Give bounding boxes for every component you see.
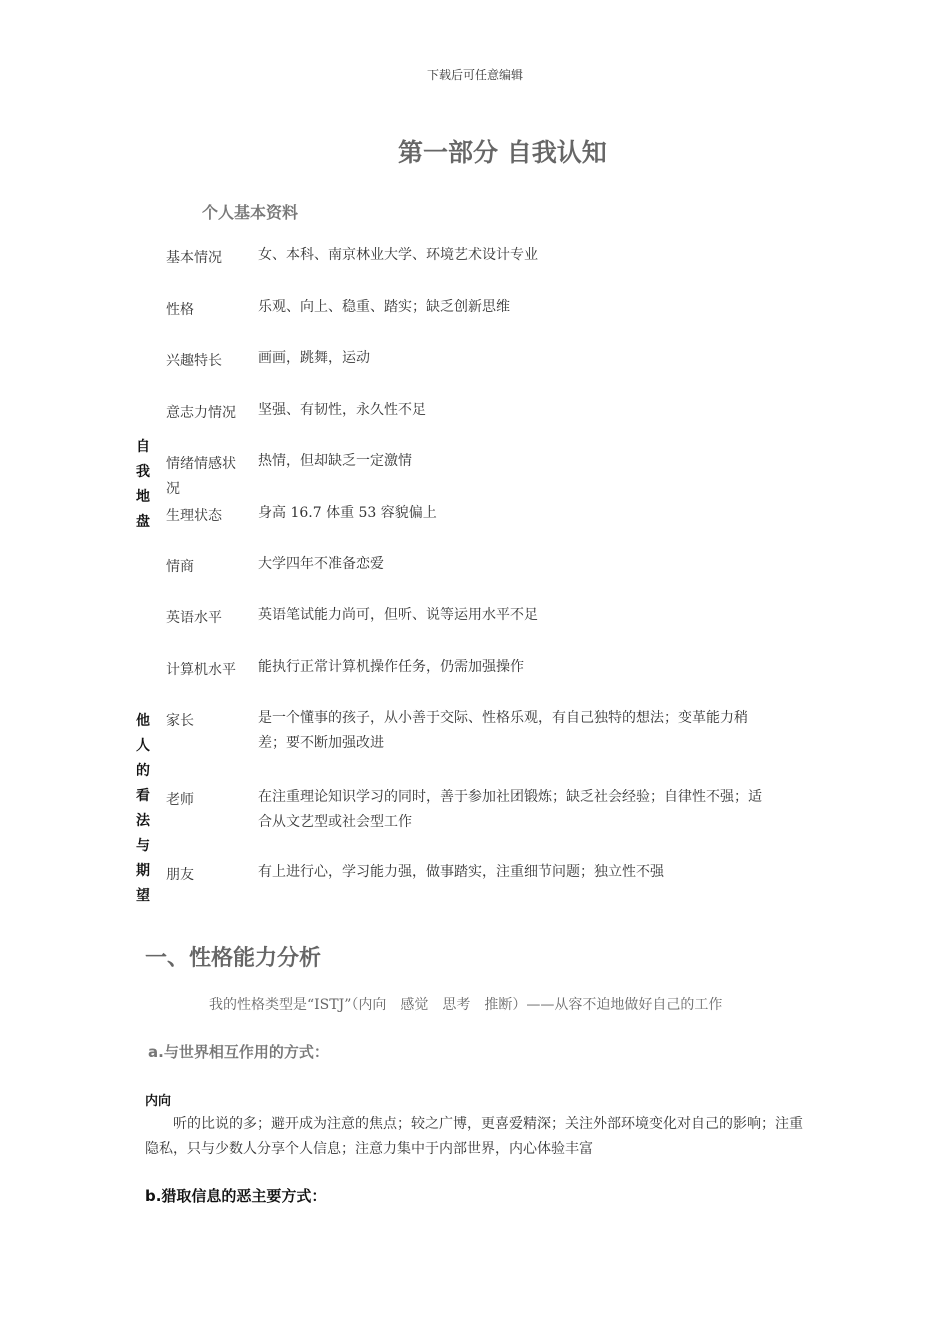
row-label-parents: 家长 — [166, 713, 194, 729]
row-value-emotion: 热情，但却缺乏一定激情 — [258, 453, 412, 469]
row-label-personality: 性格 — [166, 302, 194, 318]
row-label-emotion: 情绪情感状 — [166, 456, 236, 472]
self-group-char: 自 — [136, 439, 150, 455]
row-value-basic: 女、本科、南京林业大学、环境艺术设计专业 — [258, 247, 538, 263]
self-group-char: 盘 — [136, 514, 150, 530]
self-group-label — [133, 436, 153, 536]
others-group-label — [133, 710, 153, 910]
others-group-char: 人 — [136, 738, 150, 754]
row-value-eq: 大学四年不准备恋爱 — [258, 556, 384, 572]
row-value-hobbies: 画画，跳舞，运动 — [258, 350, 370, 366]
row-value-computer: 能执行正常计算机操作任务，仍需加强操作 — [258, 659, 524, 675]
introvert-heading: 内向 — [145, 1094, 172, 1109]
introvert-text: 听的比说的多；避开成为注意的焦点；较之广博，更喜爱精深；关注外部环境变化对自己的影响；注重隐私，只与少数人分享个人信息；注意力集中于内部世界，内心体验丰富 — [145, 1116, 803, 1157]
row-value-parents-line1: 是一个懂事的孩子，从小善于交际、性格乐观，有自己独特的想法；变革能力稍 — [258, 710, 748, 726]
row-label-english: 英语水平 — [166, 610, 222, 626]
row-label-teacher: 老师 — [166, 792, 194, 808]
row-label-willpower: 意志力情况 — [166, 405, 236, 421]
row-value-friends: 有上进行心，学习能力强，做事踏实，注重细节问题；独立性不强 — [258, 864, 664, 880]
row-label-basic: 基本情况 — [166, 250, 222, 266]
basic-info-subtitle: 个人基本资料 — [202, 203, 299, 222]
self-group-char: 我 — [136, 464, 150, 480]
row-value-personality: 乐观、向上、稳重、踏实；缺乏创新思维 — [258, 299, 510, 315]
others-group-char: 的 — [136, 763, 150, 779]
row-value-teacher-line1: 在注重理论知识学习的同时，善于参加社团锻炼；缺乏社会经验；自律性不强；适 — [258, 789, 762, 805]
others-group-char: 望 — [136, 888, 150, 904]
others-group-char: 他 — [136, 713, 150, 729]
row-label-eq: 情商 — [166, 559, 194, 575]
section-title-personality-analysis: 一、性格能力分析 — [145, 946, 322, 971]
row-value-willpower: 坚强、有韧性，永久性不足 — [258, 402, 426, 418]
page-header: 下载后可任意编辑 — [426, 68, 523, 82]
others-group-char: 与 — [136, 838, 150, 854]
others-group-char: 法 — [136, 813, 150, 829]
others-group-char: 看 — [136, 788, 150, 804]
subheading-a: a.与世界相互作用的方式： — [148, 1043, 329, 1061]
others-group-char: 期 — [136, 863, 150, 879]
personality-type-line: 我的性格类型是“ISTJ”（内向 感觉 思考 推断）——从容不迫地做好自己的工作 — [209, 997, 723, 1013]
row-label-emotion-wrap: 况 — [166, 481, 180, 497]
row-value-teacher-line2: 合从文艺型或社会型工作 — [258, 814, 412, 830]
row-value-physical: 身高 16.7 体重 53 容貌偏上 — [258, 505, 437, 521]
row-value-english: 英语笔试能力尚可，但听、说等运用水平不足 — [258, 607, 538, 623]
row-label-physical: 生理状态 — [166, 508, 222, 524]
row-label-friends: 朋友 — [166, 867, 194, 883]
part-title: 第一部分 自我认知 — [398, 138, 607, 167]
introvert-paragraph — [145, 1112, 805, 1162]
row-label-computer: 计算机水平 — [166, 662, 236, 678]
row-label-hobbies: 兴趣特长 — [166, 353, 222, 369]
row-value-parents-line2: 差；要不断加强改进 — [258, 735, 384, 751]
subheading-b: b.猎取信息的恶主要方式： — [145, 1187, 327, 1205]
self-group-char: 地 — [136, 489, 150, 505]
